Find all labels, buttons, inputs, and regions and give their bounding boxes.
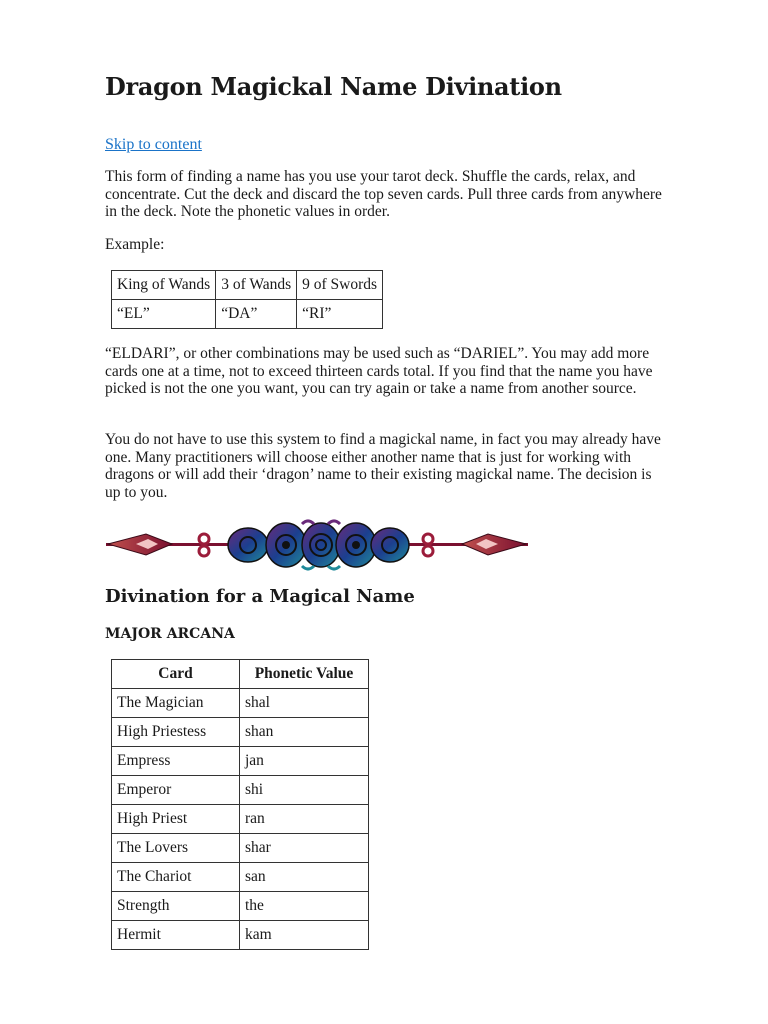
column-header-phonetic-value: Phonetic Value [240, 660, 369, 689]
table-row [112, 921, 369, 950]
card-cell: The Magician [112, 689, 240, 718]
phonetic-cell: the [240, 892, 369, 921]
table-cell: “RI” [297, 300, 383, 329]
phonetic-cell: jan [240, 747, 369, 776]
card-cell: The Chariot [112, 863, 240, 892]
table-cell: “DA” [216, 300, 297, 329]
example-table [111, 270, 383, 329]
table-row [112, 689, 369, 718]
phonetic-cell: san [240, 863, 369, 892]
phonetic-cell: shar [240, 834, 369, 863]
table-row [112, 776, 369, 805]
intro-paragraph: This form of finding a name has you use your tarot deck. Shuffle the cards, relax, and concentrate. Cut the deck and discard the top seven cards. Pull three cards from anywhere in the deck. Note the phonetic values in order. [105, 168, 662, 221]
card-cell: Strength [112, 892, 240, 921]
page-title: Dragon Magickal Name Divination [105, 72, 562, 101]
card-cell: Emperor [112, 776, 240, 805]
table-row [112, 271, 383, 300]
table-row [112, 892, 369, 921]
skip-to-content-link[interactable]: Skip to content [105, 136, 202, 153]
table-row [112, 718, 369, 747]
table-row [112, 805, 369, 834]
card-cell: The Lovers [112, 834, 240, 863]
combination-paragraph: “ELDARI”, or other combinations may be used such as “DARIEL”. You may add more cards one at a time, not to exceed thirteen cards total. If you find that the name you have picked is not the one you want, you can try again or take a name from another source. [105, 345, 653, 398]
example-label: Example: [105, 236, 165, 253]
table-header-row [112, 660, 369, 689]
phonetic-cell: ran [240, 805, 369, 834]
card-cell: Empress [112, 747, 240, 776]
section-subheading: MAJOR ARCANA [105, 626, 235, 642]
column-header-card: Card [112, 660, 240, 689]
card-cell: High Priestess [112, 718, 240, 747]
table-cell: 3 of Wands [216, 271, 297, 300]
table-row [112, 863, 369, 892]
table-cell: 9 of Swords [297, 271, 383, 300]
section-heading: Divination for a Magical Name [105, 586, 415, 607]
phonetic-cell: shi [240, 776, 369, 805]
system-paragraph: You do not have to use this system to find a magickal name, in fact you may already have one. Many practitioners will choose either another name that is just for working with dragons or will add their ‘dragon’ name to their existing magickal name. The decision is up to you. [105, 431, 661, 501]
phonetic-cell: shan [240, 718, 369, 747]
table-row [112, 747, 369, 776]
major-arcana-table [111, 659, 369, 950]
table-cell: King of Wands [112, 271, 216, 300]
phonetic-cell: shal [240, 689, 369, 718]
card-cell: Hermit [112, 921, 240, 950]
card-cell: High Priest [112, 805, 240, 834]
table-row [112, 300, 383, 329]
table-row [112, 834, 369, 863]
ornamental-scroll-divider-icon [106, 518, 528, 572]
table-cell: “EL” [112, 300, 216, 329]
phonetic-cell: kam [240, 921, 369, 950]
